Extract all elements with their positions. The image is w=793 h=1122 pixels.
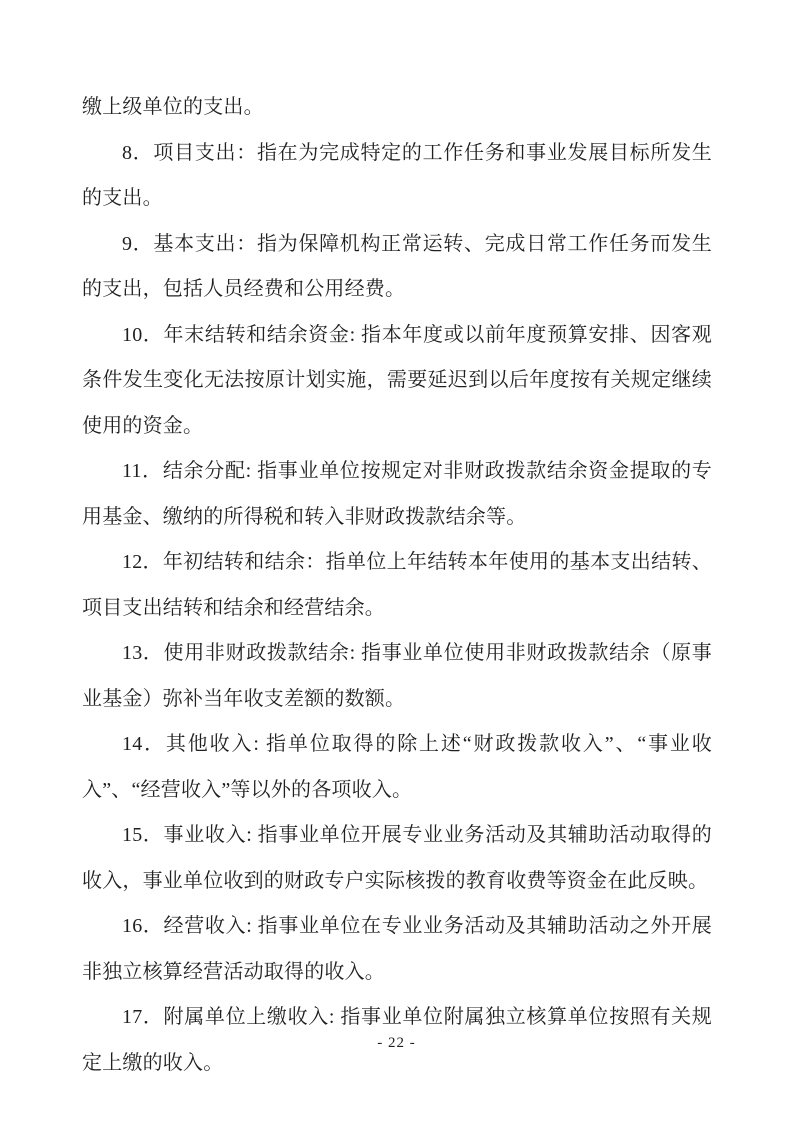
paragraph-continuation: 缴上级单位的支出。 — [82, 96, 264, 118]
paragraph-item-12-year-begin-carryover: 12．年初结转和结余：指单位上年结转本年使用的基本支出结转、项目支出结转和结余和经营结余。 — [82, 551, 712, 619]
paragraph-item-16-business-income: 16．经营收入: 指事业单位在专业业务活动及其辅助活动之外开展非独立核算经营活动取得的收入。 — [82, 915, 712, 983]
paragraph-item-17-affiliated-unit-income: 17．附属单位上缴收入: 指事业单位附属独立核算单位按照有关规定上缴的收入。 — [82, 1006, 712, 1074]
paragraph-item-8-project-expenditure: 8．项目支出：指在为完成特定的工作任务和事业发展目标所发生的支出。 — [82, 141, 712, 209]
page-number: - 22 - — [377, 1035, 416, 1051]
paragraph-item-10-year-end-carryover: 10．年末结转和结余资金: 指本年度或以前年度预算安排、因客观条件发生变化无法按原计划实施，需要延迟到以后年度按有关规定继续使用的资金。 — [82, 323, 712, 437]
paragraph-item-9-basic-expenditure: 9．基本支出：指为保障机构正常运转、完成日常工作任务而发生的支出，包括人员经费和公用经费。 — [82, 232, 712, 300]
paragraph-item-14-other-income: 14．其他收入: 指单位取得的除上述“财政拨款收入”、“事业收入”、“经营收入”等以外的各项收入。 — [82, 733, 712, 801]
paragraph-item-15-operation-income: 15．事业收入: 指事业单位开展专业业务活动及其辅助活动取得的收入，事业单位收到的财政专户实际核拨的教育收费等资金在此反映。 — [82, 824, 712, 892]
paragraph-item-13-nonfiscal-surplus-use: 13．使用非财政拨款结余: 指事业单位使用非财政拨款结余（原事业基金）弥补当年收支差额的数额。 — [82, 642, 712, 710]
document-body — [82, 85, 712, 1086]
paragraph-item-11-surplus-distribution: 11．结余分配: 指事业单位按规定对非财政拨款结余资金提取的专用基金、缴纳的所得税和转入非财政拨款结余等。 — [82, 460, 712, 528]
